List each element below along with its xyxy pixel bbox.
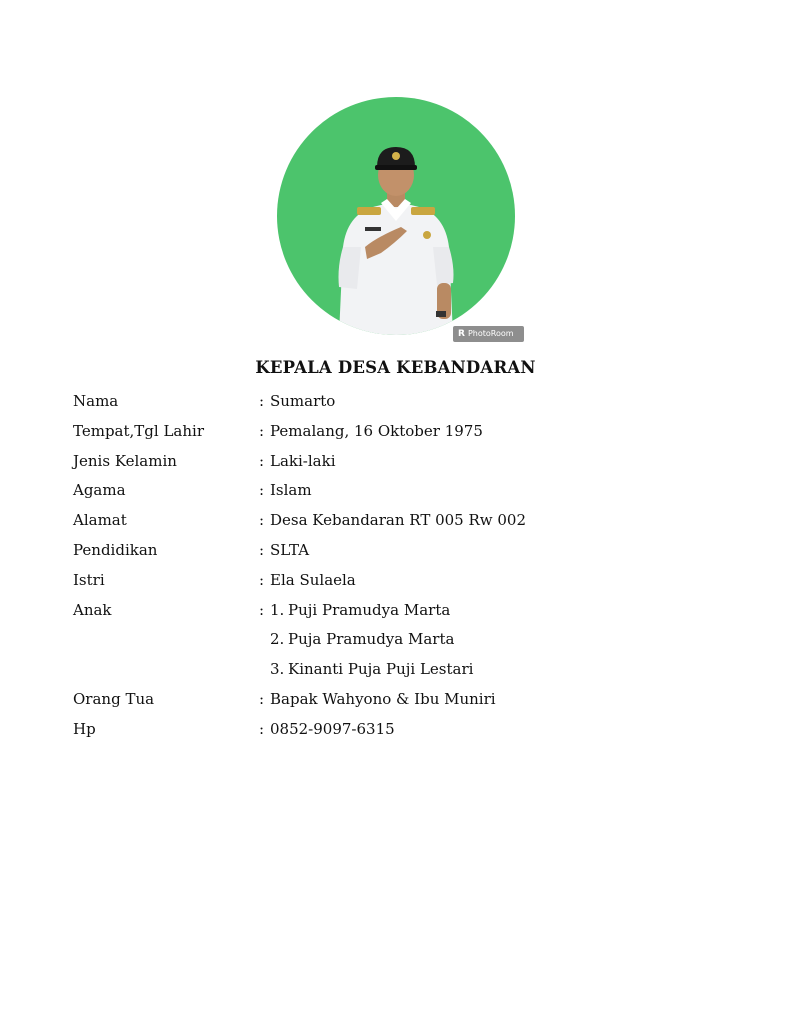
colon: : (259, 719, 265, 738)
label-orang-tua: Orang Tua (73, 689, 155, 708)
colon: : (259, 392, 265, 410)
watermark-text: PhotoRoom (467, 329, 514, 338)
value-anak-2 (270, 627, 454, 657)
cap-badge (392, 152, 400, 160)
row-pendidikan (73, 538, 723, 568)
value-orang-tua: Bapak Wahyono & Ibu Muniri (270, 689, 496, 708)
value-ttl: Pemalang, 16 Oktober 1975 (270, 421, 483, 440)
label-nama: Nama (73, 392, 119, 410)
biodata-table (73, 389, 723, 747)
row-anak-2 (73, 627, 723, 657)
chest-badge (423, 231, 431, 239)
child-name: Puji Pramudya Marta (288, 600, 451, 619)
row-alamat (73, 508, 723, 538)
colon: : (259, 451, 265, 470)
row-agama (73, 478, 723, 508)
row-nama (73, 389, 723, 419)
page-title: KEPALA DESA KEBANDARAN (255, 358, 536, 377)
row-anak-3 (73, 657, 723, 687)
colon: : (259, 600, 265, 619)
row-kelamin (73, 449, 723, 479)
portrait-photo (277, 97, 515, 335)
value-pendidikan: SLTA (270, 540, 310, 559)
left-epaulette (357, 207, 381, 215)
right-epaulette (411, 207, 435, 215)
value-hp: 0852-9097-6315 (270, 719, 395, 738)
name-tag (365, 227, 381, 231)
child-name: Puja Pramudya Marta (288, 630, 455, 649)
row-anak-1 (73, 598, 723, 628)
child-number: 2. (270, 630, 285, 649)
colon-empty (259, 627, 270, 657)
photoroom-watermark (453, 326, 524, 342)
child-name: Kinanti Puja Puji Lestari (288, 660, 474, 679)
child-number: 3. (270, 660, 285, 679)
photoroom-icon: R (458, 329, 465, 339)
cap-brim (375, 165, 417, 170)
row-orang-tua (73, 687, 723, 717)
row-istri (73, 568, 723, 598)
label-alamat: Alamat (73, 511, 127, 530)
colon: : (259, 689, 265, 708)
label-istri: Istri (73, 570, 105, 589)
label-anak: Anak (73, 600, 112, 619)
label-empty (73, 657, 259, 687)
value-kelamin: Laki-laki (270, 451, 336, 470)
label-hp: Hp (73, 719, 96, 738)
colon: : (259, 481, 265, 500)
value-alamat: Desa Kebandaran RT 005 Rw 002 (270, 511, 527, 530)
value-agama: Islam (270, 481, 312, 500)
label-kelamin: Jenis Kelamin (73, 451, 177, 470)
value-anak-1 (270, 598, 450, 628)
value-nama: Sumarto (270, 392, 336, 410)
value-istri: Ela Sulaela (270, 570, 356, 589)
row-ttl (73, 419, 723, 449)
colon: : (259, 540, 265, 559)
portrait-circle (277, 97, 515, 335)
colon: : (259, 511, 265, 530)
label-agama: Agama (73, 481, 126, 500)
colon: : (259, 421, 265, 440)
colon: : (259, 570, 265, 589)
label-ttl: Tempat,Tgl Lahir (73, 421, 204, 440)
value-anak-3 (270, 657, 473, 687)
label-pendidikan: Pendidikan (73, 540, 158, 559)
label-empty (73, 627, 259, 657)
watch (436, 311, 446, 317)
row-hp (73, 717, 723, 747)
colon-empty (259, 657, 270, 687)
portrait-illustration (277, 97, 515, 335)
child-number: 1. (270, 600, 285, 619)
